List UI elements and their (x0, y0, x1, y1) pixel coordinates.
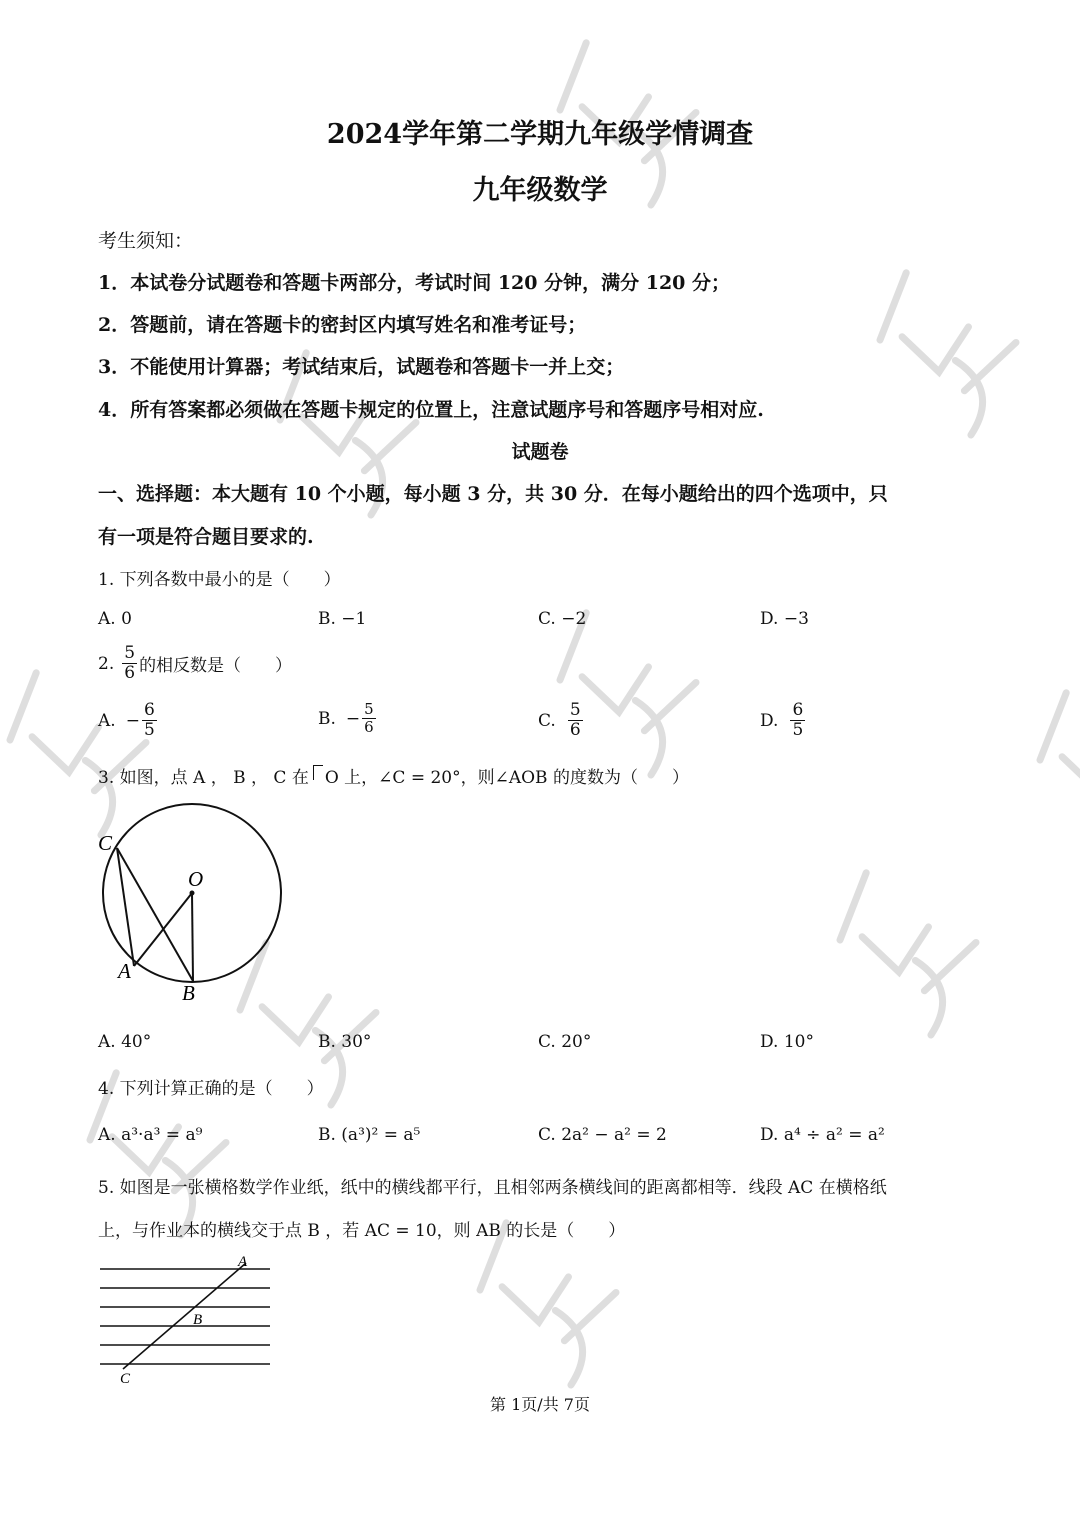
q4-option-c: C. 2a² − a² = 2 (538, 1125, 667, 1145)
option-label: A. (98, 710, 116, 731)
fraction-numerator: 5 (364, 700, 374, 718)
fraction-numerator: 5 (124, 643, 136, 663)
exam-subtitle: 九年级数学 (472, 175, 608, 206)
watermark-glyph (1017, 664, 1080, 866)
notice-item-1: 1．本试卷分试题卷和答题卡两部分，考试时间 120 分钟，满分 120 分； (98, 272, 731, 294)
segment-bo (192, 893, 193, 981)
notice-item-3: 3．不能使用计算器；考试结束后，试题卷和答题卡一并上交； (98, 356, 625, 378)
option-label: C. (538, 710, 556, 731)
exam-title: 2024学年第二学期九年级学情调查 (326, 119, 754, 150)
part1-heading: 一、选择题：本大题有 10 个小题，每小题 3 分，共 30 分．在每小题给出的四个选项中，只 (98, 483, 888, 505)
fraction-denominator: 5 (792, 720, 804, 740)
label-b: B (193, 1312, 203, 1328)
q3-option-b: B. 30° (318, 1032, 372, 1052)
q2-option-a (98, 702, 159, 739)
notice-item-4: 4．所有答案都必须做在答题卡规定的位置上，注意试题序号和答题序号相对应. (98, 399, 764, 421)
q1-option-a: A. 0 (98, 609, 132, 629)
watermark-glyph (817, 844, 1005, 1046)
label-a: A (118, 959, 131, 983)
q2-stem-text: 的相反数是（ ） (139, 656, 293, 676)
q1-stem: 1. 下列各数中最小的是（ ） (98, 570, 341, 590)
option-sign: − (125, 710, 140, 731)
q4-option-d: D. a⁴ ÷ a² = a² (760, 1125, 885, 1145)
option-fraction (142, 702, 157, 739)
fraction-numerator: 6 (143, 700, 155, 720)
q3-option-c: C. 20° (538, 1032, 592, 1052)
page-number: 第 1页/共 7页 (490, 1395, 590, 1414)
q5-stem-line-2: 上，与作业本的横线交于点 B ，若 AC = 10，则 AB 的长是（ ） (98, 1221, 626, 1241)
fraction-denominator: 6 (124, 663, 136, 683)
q3-stem (98, 763, 689, 788)
option-label: D. (760, 710, 779, 731)
center-point-o (190, 891, 195, 896)
q2-stem (98, 645, 292, 682)
q3-option-a: A. 40° (98, 1032, 152, 1052)
label-a: A (238, 1254, 248, 1270)
part1-heading-cont: 有一项是符合题目要求的. (98, 526, 314, 548)
q1-option-d: D. −3 (760, 609, 809, 629)
fraction-denominator: 6 (364, 718, 374, 736)
q2-option-d (760, 702, 807, 739)
q3-option-d: D. 10° (760, 1032, 814, 1052)
q3-stem-text-a: 3. 如图，点 A ， B ， C 在 (98, 768, 309, 788)
notice-item-2: 2．答题前，请在答题卡的密封区内填写姓名和准考证号； (98, 314, 587, 336)
label-c: C (120, 1371, 131, 1387)
q1-option-c: C. −2 (538, 609, 587, 629)
option-fraction (790, 702, 805, 739)
option-fraction (362, 702, 376, 735)
fraction-numerator: 6 (792, 700, 804, 720)
q3-stem-text-b: O 上，∠C = 20°，则∠AOB 的度数为（ ） (324, 768, 689, 788)
option-sign: − (345, 708, 361, 729)
notice-heading: 考生须知： (98, 230, 194, 252)
q4-option-a: A. a³·a³ = a⁹ (98, 1125, 203, 1145)
q2-option-c (538, 702, 585, 739)
option-fraction (568, 702, 583, 739)
q5-stem-line-1: 5. 如图是一张横格数学作业纸，纸中的横线都平行，且相邻两条横线间的距离都相等．线段 AC 在横格纸 (98, 1178, 887, 1198)
label-c: C (98, 831, 113, 855)
segment-ac (123, 1263, 246, 1369)
q2-number: 2. (98, 653, 115, 674)
q5-lined-paper-figure (95, 1250, 280, 1390)
q4-option-b: B. (a³)² = a⁵ (318, 1125, 421, 1145)
q2-stem-fraction (122, 645, 137, 682)
circle-symbol-icon (313, 765, 323, 780)
q4-stem: 4. 下列计算正确的是（ ） (98, 1079, 324, 1099)
watermark-glyph (857, 244, 1045, 446)
label-b: B (182, 981, 195, 1005)
label-o: O (188, 867, 204, 891)
fraction-denominator: 5 (143, 720, 155, 740)
segment-ca (117, 848, 134, 966)
section-label: 试题卷 (511, 441, 569, 463)
q3-circle-figure (90, 800, 300, 1010)
segment-ao (134, 893, 192, 966)
q1-option-b: B. −1 (318, 609, 367, 629)
fraction-numerator: 5 (569, 700, 581, 720)
q2-option-b (318, 702, 378, 735)
option-label: B. (318, 708, 336, 729)
fraction-denominator: 6 (569, 720, 581, 740)
